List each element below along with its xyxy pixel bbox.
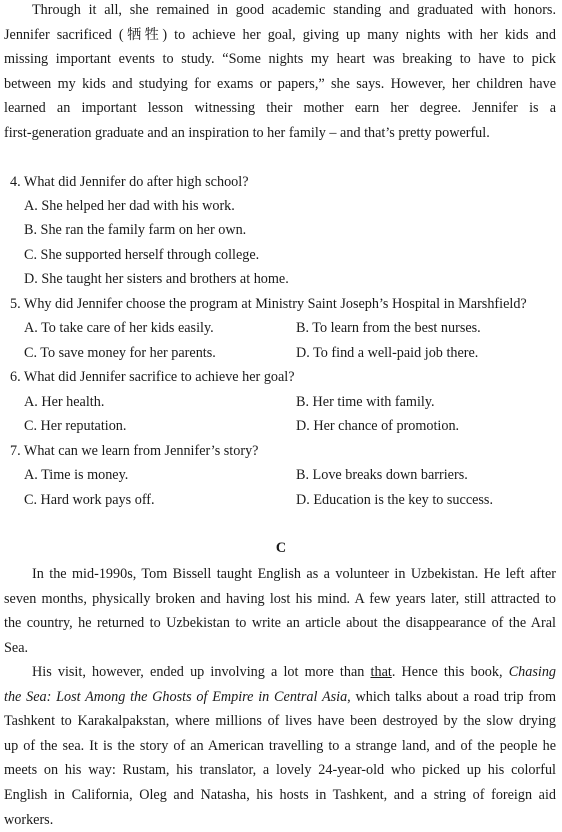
question-6-option-b: B. Her time with family.	[296, 394, 435, 410]
paragraph-line: seven months, physically broken and having lost his mind. A few years later, still attracted to	[4, 590, 556, 607]
book-title-part: the Sea: Lost Among the Ghosts of Empire in Central Asia	[4, 688, 348, 705]
text-run: . Hence this book,	[391, 664, 509, 680]
paragraph-line: the country, he returned to Uzbekistan to write an article about the disappearance of the Aral	[4, 615, 556, 632]
underlined-word: that	[370, 664, 392, 680]
question-5-stem: 5. Why did Jennifer choose the program at Ministry Saint Joseph’s Hospital in Marshfield?	[10, 296, 527, 312]
question-6-option-a: A. Her health.	[24, 394, 105, 410]
section-c-heading: C	[275, 540, 287, 556]
passage-b-paragraph	[4, 0, 556, 146]
question-5-option-d: D. To find a well-paid job there.	[296, 345, 479, 361]
paragraph-line: In the mid-1990s, Tom Bissell taught English as a volunteer in Uzbekistan. He left after	[32, 566, 556, 582]
paragraph-line: learned an important lesson witnessing their mother earn her degree. Jennifer is a	[4, 100, 556, 117]
paragraph-line: between my kids and studying for exams or papers,” she says. However, her children have	[4, 75, 556, 92]
paragraph-line: meets on his way: Rustam, his translator, a lovely 24-year-old who picked up his colorful	[4, 762, 556, 779]
paragraph-line	[4, 660, 556, 685]
paragraph-line: up of the sea. It is the story of an American travelling to a strange land, and of the people he	[4, 737, 556, 754]
text-run: , which talks about a road trip from	[347, 688, 556, 705]
question-6-stem: 6. What did Jennifer sacrifice to achieve her goal?	[10, 369, 295, 385]
paragraph-line	[4, 685, 556, 710]
paragraph-line: Jennifer sacrificed (牺牲) to achieve her goal, giving up many nights with her kids and	[4, 26, 556, 43]
paragraph-line: Sea.	[4, 639, 29, 656]
paragraph-line: Tashkent to Karakalpakstan, where millions of lives have been destroyed by the slow drying	[4, 713, 556, 730]
question-7-option-d: D. Education is the key to success.	[296, 492, 494, 508]
question-4-stem: 4. What did Jennifer do after high school?	[10, 174, 249, 190]
paragraph-line: Through it all, she remained in good academic standing and graduated with honors.	[32, 2, 556, 18]
question-4-option-c: C. She supported herself through college.	[24, 247, 260, 263]
question-5-option-a: A. To take care of her kids easily.	[24, 320, 214, 336]
question-7-option-b: B. Love breaks down barriers.	[296, 467, 468, 483]
question-5-option-c: C. To save money for her parents.	[24, 345, 216, 361]
question-7-stem: 7. What can we learn from Jennifer’s story?	[10, 443, 259, 459]
question-6-option-d: D. Her chance of promotion.	[296, 418, 460, 434]
question-5-option-b: B. To learn from the best nurses.	[296, 320, 481, 336]
book-title-part: Chasing	[508, 664, 557, 680]
question-4-option-b: B. She ran the family farm on her own.	[24, 222, 247, 238]
paragraph-line: English in California, Oleg and Natasha, his hosts in Tashkent, and a string of foreign aid	[4, 786, 556, 803]
text-run: His visit, however, ended up involving a lot more than	[32, 664, 371, 680]
passage-c-paragraph-2	[4, 660, 556, 832]
paragraph-line: workers.	[4, 811, 54, 828]
question-4-option-d: D. She taught her sisters and brothers at home.	[24, 271, 289, 287]
question-6-option-c: C. Her reputation.	[24, 418, 127, 434]
passage-c-paragraph-1	[4, 562, 556, 660]
question-7-option-a: A. Time is money.	[24, 467, 129, 483]
paragraph-line: missing important events to study. “Some nights my heart was breaking to have to pick	[4, 51, 556, 68]
question-4-option-a: A. She helped her dad with his work.	[24, 198, 235, 214]
paragraph-line: first-generation graduate and an inspiration to her family – and that’s pretty powerful.	[4, 124, 490, 141]
question-7-option-c: C. Hard work pays off.	[24, 492, 155, 508]
